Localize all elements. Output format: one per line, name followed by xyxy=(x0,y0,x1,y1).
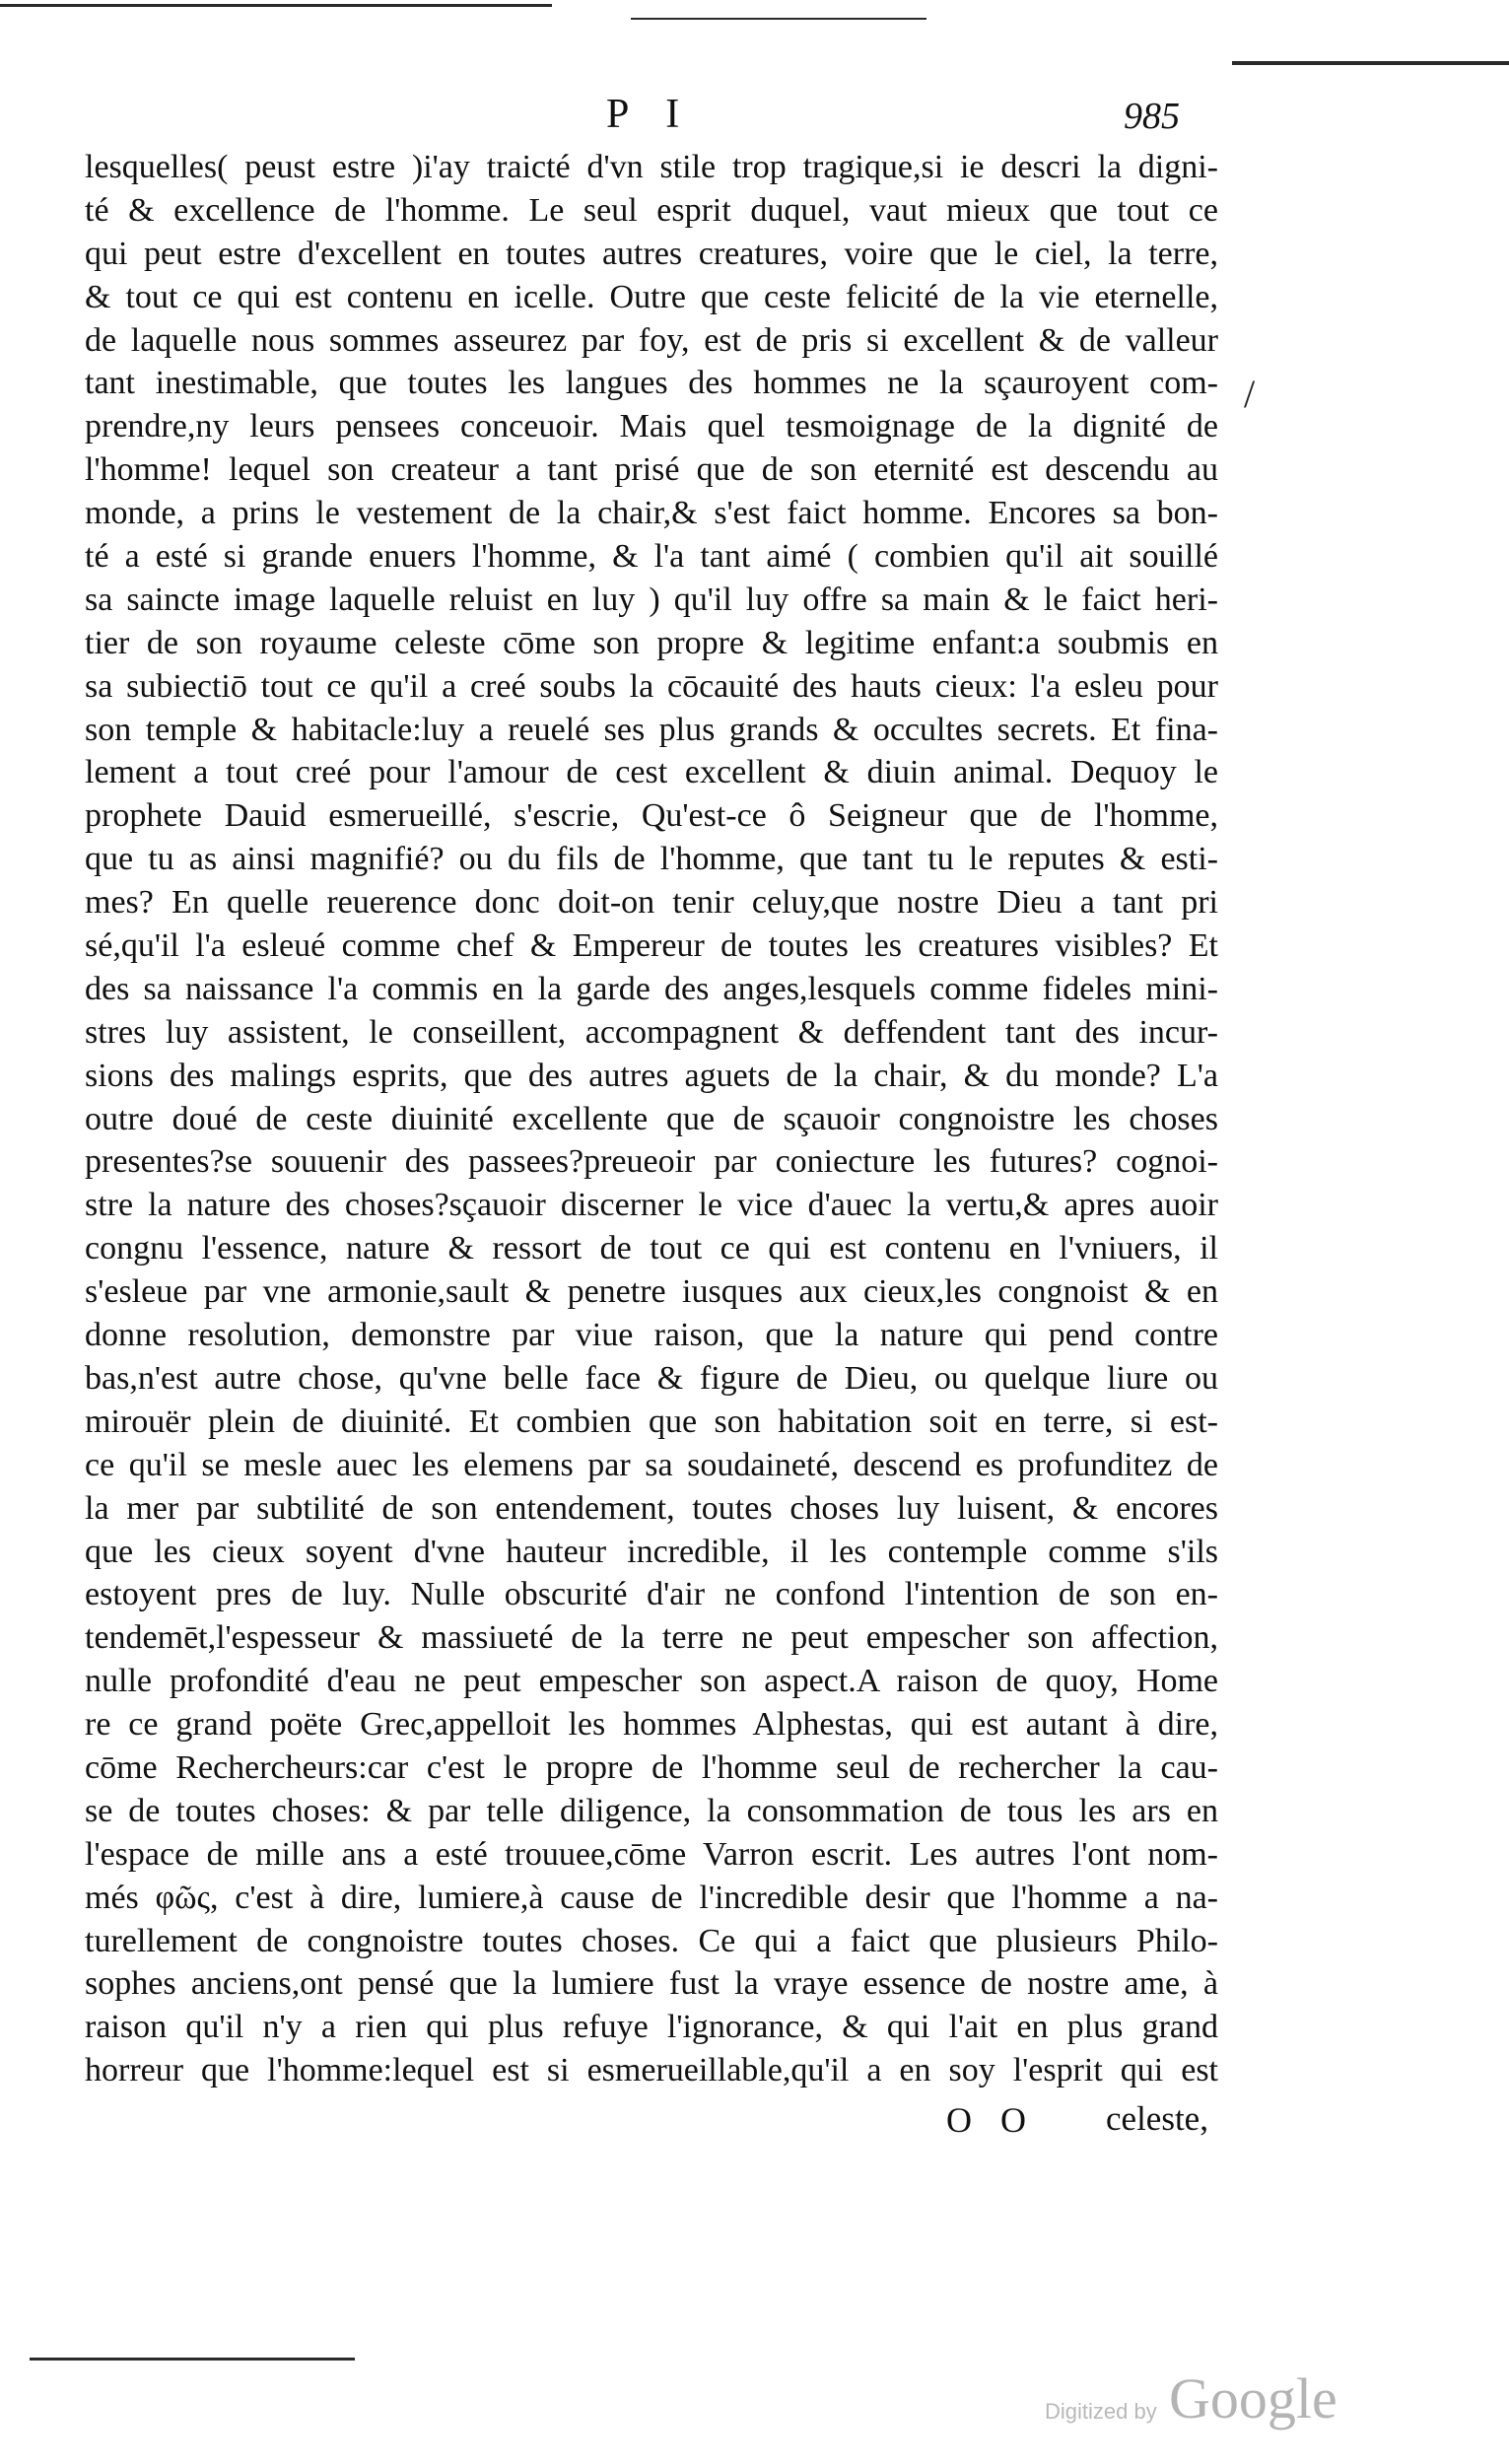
text-line: mirouër plein de diuinité. Et combien que son habitation soit en terre, si est- xyxy=(85,1403,1218,1440)
catchline xyxy=(0,2099,1509,2149)
text-line: stre la nature des choses?sçauoir discerner le vice d'auec la vertu,& apres auoir xyxy=(85,1187,1218,1224)
text-line: sa saincte image laquelle reluist en luy ) qu'il luy offre sa main & le faict heri- xyxy=(85,581,1218,618)
text-line: tier de son royaume celeste cōme son propre & legitime enfant:a soubmis en xyxy=(85,624,1218,661)
body-text xyxy=(85,146,1218,2092)
text-line: qui peut estre d'excellent en toutes autres creatures, voire que le ciel, la terre, xyxy=(85,235,1218,272)
signature-mark: O O xyxy=(946,2100,1036,2140)
text-line: horreur que l'homme:lequel est si esmerueillable,qu'il a en soy l'esprit qui est xyxy=(85,2052,1218,2089)
text-line: prophete Dauid esmerueillé, s'escrie, Qu'est-ce ô Seigneur que de l'homme, xyxy=(85,797,1218,835)
edge-rule-left xyxy=(0,4,552,7)
watermark-logo: Google xyxy=(1169,2366,1338,2430)
watermark-prefix: Digitized by xyxy=(1045,2399,1157,2424)
text-line: de laquelle nous sommes asseurez par foy, est de pris si excellent & de valleur xyxy=(85,321,1218,359)
margin-mark: / xyxy=(1244,372,1256,416)
text-line: prendre,ny leurs pensees conceuoir. Mais quel tesmoignage de la dignité de xyxy=(85,408,1218,445)
digitized-watermark xyxy=(1045,2365,1370,2434)
page-number: 985 xyxy=(1124,96,1180,137)
text-line: monde, a prins le vestement de la chair,& s'est faict homme. Encores sa bon- xyxy=(85,495,1218,532)
text-line: més φῶς, c'est à dire, lumiere,à cause de l'incredible desir que l'homme a na- xyxy=(85,1879,1218,1916)
text-line: stres luy assistent, le conseillent, accompagnent & deffendent tant des incur- xyxy=(85,1013,1218,1051)
text-line: estoyent pres de luy. Nulle obscurité d'air ne confond l'intention de son en- xyxy=(85,1576,1218,1613)
text-line: cōme Rechercheurs:car c'est le propre de l'homme seul de rechercher la cau- xyxy=(85,1748,1218,1786)
text-line: té & excellence de l'homme. Le seul esprit duquel, vaut mieux que tout ce xyxy=(85,191,1218,229)
text-line: bas,n'est autre chose, qu'vne belle face & figure de Dieu, ou quelque liure ou xyxy=(85,1359,1218,1397)
text-line: lement a tout creé pour l'amour de cest excellent & diuin animal. Dequoy le xyxy=(85,754,1218,791)
catchword: celeste, xyxy=(1106,2099,1208,2138)
text-line: congnu l'essence, nature & ressort de tout ce qui est contenu en l'vniuers, il xyxy=(85,1230,1218,1267)
text-line: la mer par subtilité de son entendement, toutes choses luy luisent, & encores xyxy=(85,1489,1218,1527)
text-line: & tout ce qui est contenu en icelle. Outre que ceste felicité de la vie eternelle, xyxy=(85,278,1218,315)
running-head xyxy=(0,91,1509,140)
text-line: se de toutes choses: & par telle diligence, la consommation de tous les ars en xyxy=(85,1792,1218,1829)
text-line: outre doué de ceste diuinité excellente que de sçauoir congnoistre les choses xyxy=(85,1100,1218,1137)
page-top-edge xyxy=(0,0,1509,69)
text-line: lesquelles( peust estre )i'ay traicté d'vn stile trop tragique,si ie descri la digni- xyxy=(85,149,1218,185)
text-line: que les cieux soyent d'vne hauteur incredible, il les contemple comme s'ils xyxy=(85,1533,1218,1570)
text-line: ce qu'il se mesle auec les elemens par sa soudaineté, descend es profunditez de xyxy=(85,1446,1218,1483)
text-line: que tu as ainsi magnifié? ou du fils de l'homme, que tant tu le reputes & esti- xyxy=(85,841,1218,878)
text-line: re ce grand poëte Grec,appelloit les hommes Alphestas, qui est autant à dire, xyxy=(85,1706,1218,1744)
edge-rule-mid xyxy=(631,18,926,20)
text-line: sa subiectiō tout ce qu'il a creé soubs la cōcauité des hauts cieux: l'a esleu pour xyxy=(85,667,1218,705)
edge-rule-right xyxy=(1232,61,1509,65)
text-line: l'espace de mille ans a esté trouuee,cōme Varron escrit. Les autres l'ont nom- xyxy=(85,1835,1218,1873)
text-line: donne resolution, demonstre par viue raison, que la nature qui pend contre xyxy=(85,1317,1218,1354)
text-line: sé,qu'il l'a esleué comme chef & Empereur de toutes les creatures visibles? Et xyxy=(85,927,1218,965)
text-line: s'esleue par vne armonie,sault & penetre iusques aux cieux,les congnoist & en xyxy=(85,1273,1218,1311)
text-line: mes? En quelle reuerence donc doit-on tenir celuy,que nostre Dieu a tant pri xyxy=(85,884,1218,922)
text-line: tant inestimable, que toutes les langues des hommes ne la sçauroyent com- xyxy=(85,365,1218,402)
bottom-edge-rule xyxy=(30,2358,355,2361)
text-line: tendemēt,l'espesseur & massiueté de la terre ne peut empescher son affection, xyxy=(85,1619,1218,1657)
text-line: nulle profondité d'eau ne peut empescher son aspect.A raison de quoy, Home xyxy=(85,1663,1218,1700)
text-line: turellement de congnoistre toutes choses. Ce qui a faict que plusieurs Philo- xyxy=(85,1922,1218,1959)
text-line: sions des malings esprits, que des autres aguets de la chair, & du monde? L'a xyxy=(85,1057,1218,1094)
text-line: son temple & habitacle:luy a reuelé ses plus grands & occultes secrets. Et fina- xyxy=(85,711,1218,748)
running-head-title: P I xyxy=(606,92,694,137)
text-line: des sa naissance l'a commis en la garde des anges,lesquels comme fideles mini- xyxy=(85,970,1218,1007)
text-line: té a esté si grande enuers l'homme, & l'a tant aimé ( combien qu'il ait souillé xyxy=(85,538,1218,576)
text-line: raison qu'il n'y a rien qui plus refuye l'ignorance, & qui l'ait en plus grand xyxy=(85,2009,1218,2046)
text-line: l'homme! lequel son createur a tant prisé que de son eternité est descendu au xyxy=(85,451,1218,489)
text-line: presentes?se souuenir des passees?preueoir par coniecture les futures? cognoi- xyxy=(85,1143,1218,1181)
text-line: sophes anciens,ont pensé que la lumiere fust la vraye essence de nostre ame, à xyxy=(85,1965,1218,2003)
